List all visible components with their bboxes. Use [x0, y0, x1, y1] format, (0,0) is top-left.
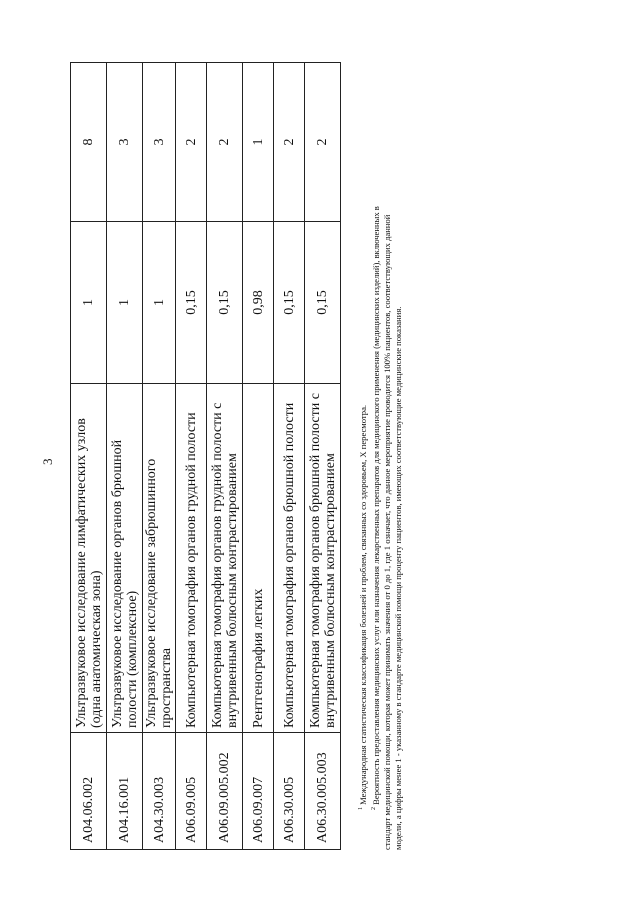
table-row — [176, 63, 207, 850]
service-code: A06.30.005 — [274, 733, 305, 850]
footnote-1-text: Международная статистическая классификация болезней и проблем, связанных со здоровьем, X пересмотра. — [357, 404, 368, 805]
footnote-2 — [369, 50, 382, 850]
service-multiplicity: 8 — [71, 63, 107, 222]
service-multiplicity: 3 — [107, 63, 143, 222]
service-name: Компьютерная томография органов грудной полости с внутривенным болюсным контрастированием — [207, 384, 243, 733]
service-probability: 0,15 — [176, 222, 207, 384]
service-name: Компьютерная томография органов брюшной полости с внутривенным болюсным контрастированием — [305, 384, 341, 733]
table-row — [305, 63, 341, 850]
service-multiplicity: 2 — [274, 63, 305, 222]
service-name: Ультразвуковое исследование лимфатических узлов (одна анатомическая зона) — [71, 384, 107, 733]
service-name: Рентгенография легких — [243, 384, 274, 733]
service-multiplicity: 1 — [243, 63, 274, 222]
service-multiplicity: 3 — [143, 63, 176, 222]
table-row — [274, 63, 305, 850]
footnotes — [356, 50, 404, 850]
service-multiplicity: 2 — [176, 63, 207, 222]
footnote-2-line-3: модели, а цифры менее 1 - указанному в стандарте медицинской помощи проценту пациентов, имеющих соответствующие медицинские показания. — [392, 306, 403, 850]
table-row — [143, 63, 176, 850]
service-code: A06.09.005 — [176, 733, 207, 850]
table-row — [207, 63, 243, 850]
service-probability: 1 — [71, 222, 107, 384]
table-row — [243, 63, 274, 850]
services-table — [70, 62, 341, 850]
footnote-2-mark: 2 — [370, 807, 377, 810]
footnote-1-mark: 1 — [358, 807, 364, 810]
footnote-1 — [356, 50, 369, 850]
service-code: A06.09.005.002 — [207, 733, 243, 850]
service-code: A04.30.003 — [143, 733, 176, 850]
service-name: Ультразвуковое исследование органов брюшной полости (комплексное) — [107, 384, 143, 733]
service-multiplicity: 2 — [207, 63, 243, 222]
table-row — [107, 63, 143, 850]
table-row — [71, 63, 107, 850]
service-code: A06.09.007 — [243, 733, 274, 850]
footnote-2-line-1: Вероятность предоставления медицинских услуг или назначения лекарственных препаратов для медицинского применения (медицинских изделий), включенных в — [370, 206, 381, 805]
service-probability: 1 — [143, 222, 176, 384]
service-name: Компьютерная томография органов брюшной полости — [274, 384, 305, 733]
service-code: A04.16.001 — [107, 733, 143, 850]
service-probability: 0,15 — [207, 222, 243, 384]
service-name: Компьютерная томография органов грудной полости — [176, 384, 207, 733]
service-probability: 0,98 — [243, 222, 274, 384]
service-code: A04.06.002 — [71, 733, 107, 850]
page-number: 3 — [40, 458, 55, 465]
footnote-2-line-2: стандарт медицинской помощи, которая может принимать значения от 0 до 1, где 1 означает, что данное мероприятие проводится 100% пациентов, соответствующих данной — [381, 214, 392, 850]
service-probability: 1 — [107, 222, 143, 384]
service-code: A06.30.005.003 — [305, 733, 341, 850]
service-probability: 0,15 — [274, 222, 305, 384]
service-multiplicity: 2 — [305, 63, 341, 222]
service-name: Ультразвуковое исследование забрюшинного пространства — [143, 384, 176, 733]
service-probability: 0,15 — [305, 222, 341, 384]
